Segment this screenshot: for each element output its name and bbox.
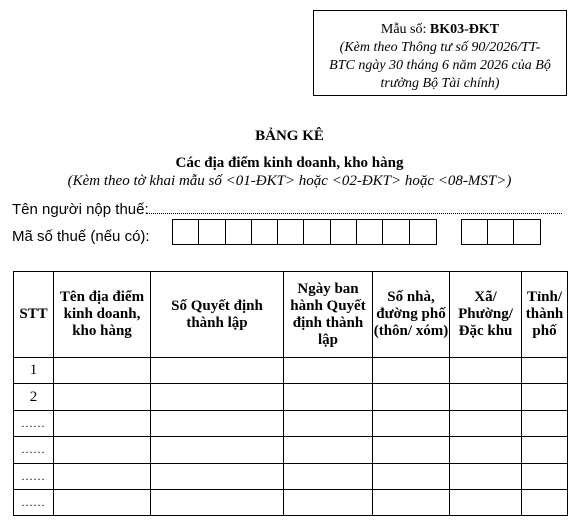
table-cell[interactable] <box>522 358 568 384</box>
taxcode-digit-box[interactable] <box>462 220 488 244</box>
form-note-line-1: (Kèm theo Thông tư số 90/2026/TT- <box>339 40 541 55</box>
header-decision-number: Số Quyết định thành lập <box>151 272 284 358</box>
taxcode-digit-box[interactable] <box>199 220 225 244</box>
table-cell[interactable] <box>54 358 151 384</box>
table-cell[interactable] <box>284 358 373 384</box>
table-cell[interactable] <box>54 384 151 410</box>
header-street: Số nhà, đường phố (thôn/ xóm) <box>373 272 450 358</box>
table-cell[interactable] <box>450 358 522 384</box>
locations-table <box>13 271 568 516</box>
table-cell[interactable] <box>450 489 522 515</box>
form-code-line <box>314 21 566 39</box>
table-cell[interactable] <box>373 384 450 410</box>
table-cell[interactable] <box>284 489 373 515</box>
table-row <box>14 489 568 515</box>
table-cell[interactable] <box>284 410 373 436</box>
taxpayer-name-field[interactable] <box>146 213 562 214</box>
row-stt: ...... <box>14 489 54 515</box>
document-subnote: (Kèm theo tờ khai mẫu số <01-ĐKT> hoặc <02-ĐKT> hoặc <08-MST>) <box>67 173 512 189</box>
table-row <box>14 463 568 489</box>
table-cell[interactable] <box>151 437 284 463</box>
table-row <box>14 384 568 410</box>
taxcode-digit-box[interactable] <box>410 220 436 244</box>
table-cell[interactable] <box>450 410 522 436</box>
table-cell[interactable] <box>373 437 450 463</box>
table-row <box>14 410 568 436</box>
table-cell[interactable] <box>151 384 284 410</box>
table-cell[interactable] <box>284 463 373 489</box>
taxcode-digit-box[interactable] <box>331 220 357 244</box>
taxcode-digit-box[interactable] <box>514 220 540 244</box>
taxcode-digit-box[interactable] <box>357 220 383 244</box>
table-cell[interactable] <box>522 437 568 463</box>
table-cell[interactable] <box>151 358 284 384</box>
table-cell[interactable] <box>373 358 450 384</box>
table-cell[interactable] <box>450 384 522 410</box>
table-cell[interactable] <box>522 384 568 410</box>
form-code-prefix: Mẫu số: <box>380 22 430 37</box>
row-stt: ...... <box>14 437 54 463</box>
header-province: Tỉnh/ thành phố <box>522 272 568 358</box>
form-code-box <box>313 10 567 96</box>
table-cell[interactable] <box>450 437 522 463</box>
table-row <box>14 437 568 463</box>
form-note-line-2: BTC ngày 30 tháng 6 năm 2026 của Bộ <box>329 58 551 73</box>
table-cell[interactable] <box>284 437 373 463</box>
form-code: BK03-ĐKT <box>429 22 500 37</box>
table-cell[interactable] <box>373 410 450 436</box>
table-cell[interactable] <box>522 463 568 489</box>
document-title: BẢNG KÊ <box>255 128 324 144</box>
table-cell[interactable] <box>54 437 151 463</box>
form-note-line-3: trưởng Bộ Tài chính) <box>380 76 500 91</box>
header-ward: Xã/ Phường/ Đặc khu <box>450 272 522 358</box>
taxcode-digit-box[interactable] <box>278 220 304 244</box>
table-cell[interactable] <box>450 463 522 489</box>
table-cell[interactable] <box>54 463 151 489</box>
taxcode-digit-box[interactable] <box>304 220 330 244</box>
table-header-row <box>14 272 568 358</box>
table-row <box>14 358 568 384</box>
table-cell[interactable] <box>54 410 151 436</box>
taxcode-main-boxes[interactable] <box>172 219 437 245</box>
table-cell[interactable] <box>522 489 568 515</box>
table-cell[interactable] <box>373 463 450 489</box>
taxcode-digit-box[interactable] <box>488 220 514 244</box>
header-decision-date: Ngày ban hành Quyết định thành lập <box>284 272 373 358</box>
table-cell[interactable] <box>151 410 284 436</box>
table-cell[interactable] <box>151 463 284 489</box>
table-cell[interactable] <box>522 410 568 436</box>
taxcode-digit-box[interactable] <box>226 220 252 244</box>
row-stt: ...... <box>14 410 54 436</box>
taxcode-branch-boxes[interactable] <box>461 219 541 245</box>
taxcode-label: Mã số thuế (nếu có): <box>12 228 150 245</box>
taxcode-digit-box[interactable] <box>173 220 199 244</box>
header-location-name: Tên địa điểm kinh doanh, kho hàng <box>54 272 151 358</box>
table-cell[interactable] <box>284 384 373 410</box>
document-subtitle: Các địa điểm kinh doanh, kho hàng <box>175 155 404 171</box>
taxcode-digit-box[interactable] <box>383 220 409 244</box>
header-stt: STT <box>14 272 54 358</box>
table-cell[interactable] <box>151 489 284 515</box>
row-stt: 2 <box>14 384 54 410</box>
row-stt: ...... <box>14 463 54 489</box>
table-cell[interactable] <box>373 489 450 515</box>
table-cell[interactable] <box>54 489 151 515</box>
taxpayer-label: Tên người nộp thuế: <box>12 201 149 218</box>
row-stt: 1 <box>14 358 54 384</box>
taxcode-digit-box[interactable] <box>252 220 278 244</box>
